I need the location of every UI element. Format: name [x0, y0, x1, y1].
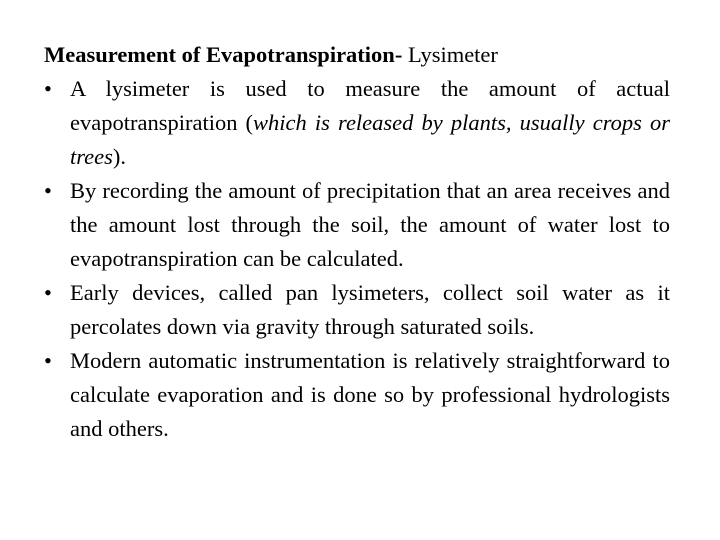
slide-title: [44, 38, 670, 72]
bullet-1-italic: which is released by plants, usually crops or trees: [70, 110, 670, 169]
bullet-2-text: By recording the amount of precipitation that an area receives and the amount lost through the soil, the amount of water lost to evapotranspiration can be calculated.: [70, 178, 670, 271]
bullet-icon: •: [44, 178, 52, 203]
bullet-icon: •: [44, 348, 52, 373]
bullet-icon: •: [44, 280, 52, 305]
bullet-1-text-a: A lysimeter is used to measure the amount of actual evapotranspiration (: [70, 76, 670, 135]
bullet-list: [44, 72, 670, 446]
bullet-3-text: Early devices, called pan lysimeters, collect soil water as it percolates down via gravity through saturated soils.: [70, 280, 670, 339]
bullet-item-3: [44, 276, 670, 344]
title-suffix: Lysimeter: [402, 42, 498, 67]
bullet-item-4: [44, 344, 670, 446]
title-bold: Measurement of Evapotranspiration-: [44, 42, 403, 67]
bullet-item-2: [44, 174, 670, 276]
bullet-1-text-b: ).: [112, 144, 127, 169]
bullet-item-1: [44, 72, 670, 174]
slide-content: [44, 38, 670, 446]
bullet-icon: •: [44, 76, 52, 101]
bullet-4-text: Modern automatic instrumentation is relatively straightforward to calculate evaporation and is done so by professional hydrologists and others.: [70, 348, 670, 441]
